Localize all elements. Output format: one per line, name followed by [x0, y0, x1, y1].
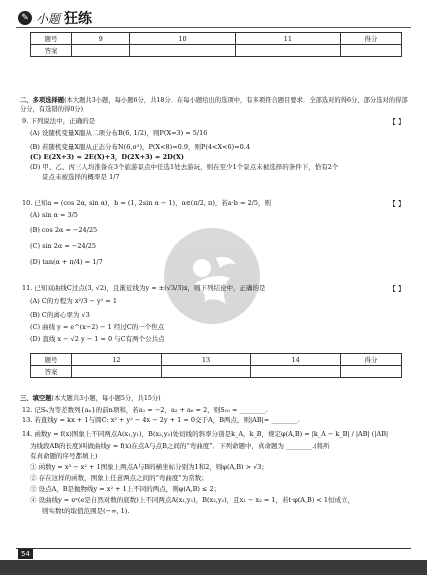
q14-line3: 有真命题的序号都填上): [30, 452, 98, 460]
q14-item-2: ② 存在这样的函数，图象上任意两点之间的“弯曲度”为常数；: [30, 474, 208, 482]
watermark-logo: [164, 228, 260, 324]
table2-col-12: 12: [72, 354, 162, 366]
brand-text-1: 小题: [36, 11, 61, 26]
section-3-desc: (本大题共3小题，每小题5分，共15分): [51, 395, 161, 402]
section-2-desc: (本大题共3小题，每小题6分，共18分．在每小题给出的选项中，有多项符合题目要求．全部选对的得6分，部分选对的得部分分，有选错的得0分): [20, 97, 408, 113]
q9-option-b: (B) 若随机变量X服从正态分布N(6,σ²)，P(X<8)=0.9，则P(4<X<6)=0.4: [30, 143, 251, 151]
table2-head: 题号: [31, 354, 72, 366]
table1-answer-10[interactable]: [130, 45, 235, 57]
table2-col-13: 13: [161, 354, 251, 366]
q12-text: 12. 记Sₙ为等差数列{aₙ}的前n项和，若a₁ = −2，a₂ + a₆ = 2，则S₁₀ = ________.: [22, 406, 268, 414]
table1-answer-score[interactable]: [341, 45, 402, 57]
q9-answer-bracket[interactable]: 【 】: [388, 118, 405, 126]
footer-rule: [16, 548, 411, 549]
q14-line2: 为线段AB的长度)叫做曲线y = f(x)在点A与点B之间的“弯曲度”．下列命题中，真命题为 ________.(将所: [30, 442, 330, 450]
table1-head: 题号: [31, 33, 72, 45]
page-number: 54: [18, 549, 33, 559]
table2-answer-score[interactable]: [341, 366, 402, 378]
q10-answer-bracket[interactable]: 【 】: [388, 200, 405, 208]
table1-col-11: 11: [235, 33, 340, 45]
q11-option-a: (A) C的方程为 x²/3 − y² = 1: [30, 297, 118, 305]
q10-option-d: (D) tan(α + π/4) = 1/7: [30, 258, 103, 266]
brand-text-2: 狂练: [64, 11, 93, 27]
table1-answer-11[interactable]: [235, 45, 340, 57]
q11-answer-bracket[interactable]: 【 】: [388, 285, 405, 293]
section-3-title: 三、填空题: [20, 395, 52, 402]
table1-answer-label: 答案: [31, 45, 72, 57]
q9-stem: 9. 下列说法中，正确的是: [22, 117, 96, 125]
brand-logo-icon: ✎: [18, 11, 32, 25]
q11-option-d: (D) 直线 x − √2 y − 1 = 0 与C有两个公共点: [30, 335, 165, 343]
table2-answer-12[interactable]: [72, 366, 162, 378]
q14-item-3: ③ 设点A，B是抛物线y = x² + 1上不同的两点，则φ(A,B) ≤ 2；: [30, 485, 221, 493]
q9-option-c: (C) E(2X+3) = 2E(X)+3，D(2X+3) = 2D(X): [30, 153, 184, 161]
q11-option-b: (B) C的离心率为 √3: [30, 311, 90, 319]
q9-option-d-line2: 景点未被选择的概率是 1/7: [42, 173, 120, 181]
q9-option-a: (A) 设随机变量X服从二项分布B(6, 1/2)，则P(X=3) = 5/16: [30, 129, 208, 137]
section-3-header: [20, 395, 409, 404]
q14-item-4-cont: 则实数t的取值范围是(−∞, 1).: [42, 507, 130, 515]
table2-answer-13[interactable]: [161, 366, 251, 378]
watermark-figure-icon: [164, 228, 260, 324]
table1-col-score: 得分: [341, 33, 402, 45]
table1-col-10: 10: [130, 33, 235, 45]
q9-option-d-line1: (D) 甲、乙、丙三人均准备在3个旅游景点中任选1处去游玩，则在至少1个景点未被选择的条件下，恰有2个: [30, 163, 339, 171]
footer-band: [0, 560, 427, 575]
table1-answer-9[interactable]: [72, 45, 130, 57]
q10-option-c: (C) sin 2α = −24/25: [30, 242, 97, 250]
table2-answer-14[interactable]: [251, 366, 341, 378]
q11-stem: 11. 已知双曲线C过点(3, √2)，且渐近线为y = ±(√3/3)x，则下列结论中，正确的是: [22, 284, 266, 292]
q10-stem: 10. 已知a = (cos 2α, sin α)，b = (1, 2sin α − 1)，α∈(π/2, π)，若a·b = 2/5，则: [22, 199, 271, 207]
table2-col-score: 得分: [341, 354, 402, 366]
section-2-header: [20, 97, 409, 114]
brand-header: [18, 8, 92, 28]
q11-option-c: (C) 曲线 y = e^(x−2) − 1 经过C的一个焦点: [30, 323, 165, 331]
q14-item-1: ① 函数y = x³ − x² + 1图象上两点A与B的横坐标分别为1和2，则φ(A,B) > √3；: [30, 463, 268, 471]
table1-col-9: 9: [72, 33, 130, 45]
section-2-title: 二、多项选择题: [20, 97, 65, 104]
answer-table-2: [30, 353, 402, 378]
table2-answer-label: 答案: [31, 366, 72, 378]
q14-line1: 14. 函数y = f(x)图象上不同两点A(x₁,y₁)，B(x₂,y₂)处切线的斜率分别是k_A，k_B，规定φ(A,B) = |k_A − k_B| / |AB| (|AB|: [22, 430, 389, 438]
q10-option-a: (A) sin α = 3/5: [30, 211, 78, 219]
header-rule: [16, 27, 411, 28]
q10-option-b: (B) cos 2α = −24/25: [30, 226, 98, 234]
q14-item-4: ④ 设曲线y = eˣ(e是自然对数的底数)上不同两点A(x₁,y₁)，B(x₂,y₂)，且x₁ − x₂ = 1，若t·φ(A,B) < 1恒成立，: [30, 496, 355, 504]
table2-col-14: 14: [251, 354, 341, 366]
q13-text: 13. 若直线y = kx + 1与圆C: x² + y² − 4x − 2y + 1 = 0交于A，B两点，则|AB|= ________.: [22, 416, 300, 424]
answer-table-1: [30, 32, 402, 57]
